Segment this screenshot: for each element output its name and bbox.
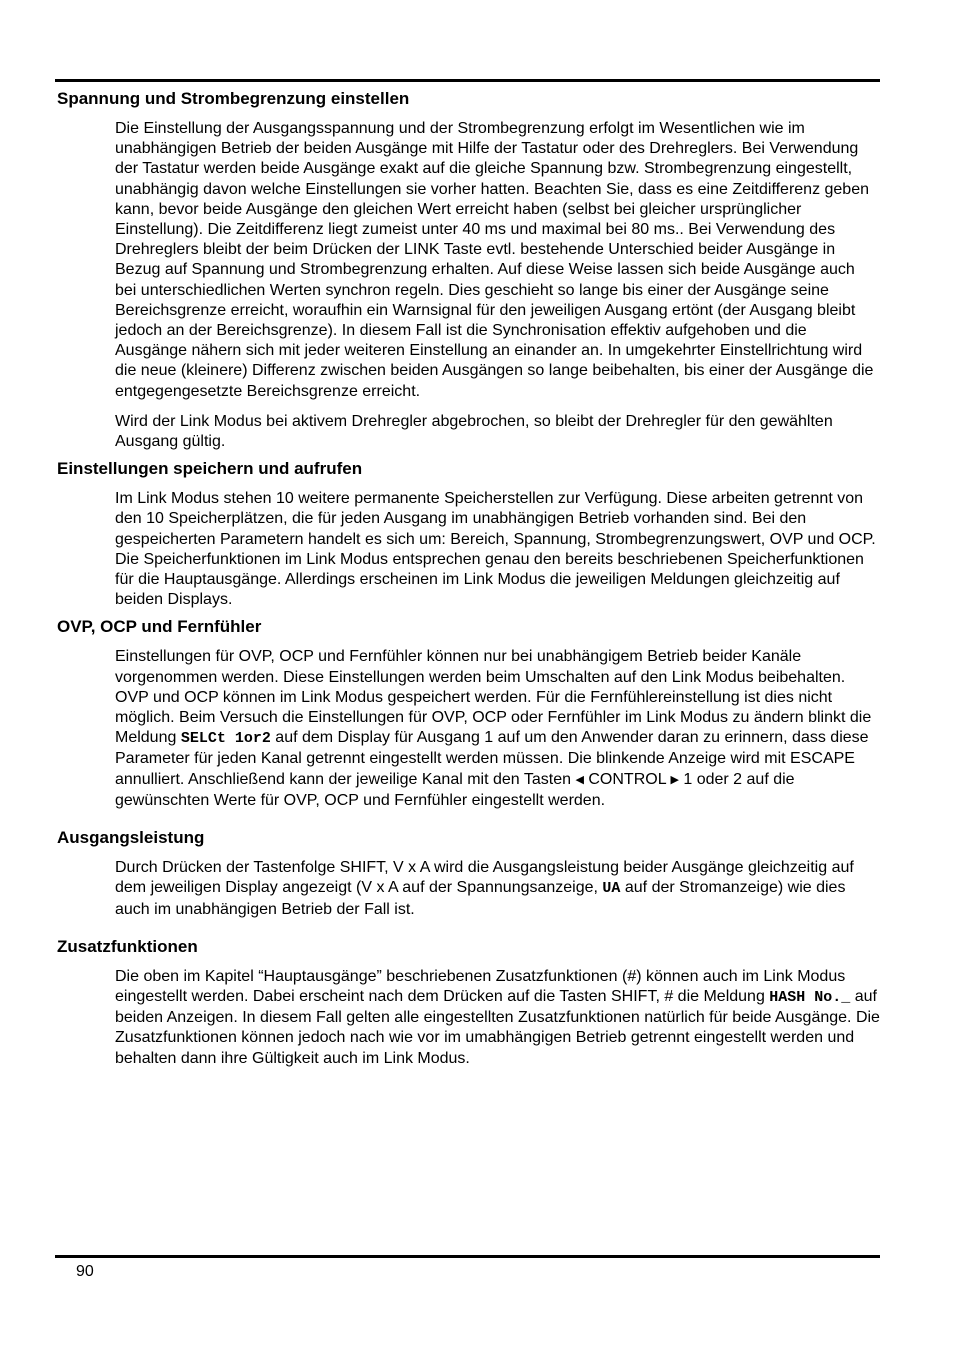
section-ovp-ocp — [57, 616, 880, 811]
body-paragraph: Wird der Link Modus bei aktivem Drehregler abgebrochen, so bleibt der Drehregler für den gewählten Ausgang gültig. — [115, 412, 833, 451]
paragraph-text: Durch Drücken der Tastenfolge SHIFT, V x A wird die Ausgangsleistung beider Ausgänge gleichzeitig auf dem jeweiligen Display angezeigt (V x A auf der Spannungsanzeige, — [115, 859, 854, 897]
display-message-code: HASH No._ — [769, 988, 851, 1006]
section-heading: Zusatzfunktionen — [57, 936, 198, 956]
page-number: 90 — [76, 1263, 94, 1280]
section-speichern — [57, 458, 880, 610]
paragraph-text: 1 oder 2 auf die gewünschten Werte für OVP, OCP und Fernfühler eingestellt werden. — [115, 770, 795, 809]
body-paragraph — [115, 967, 880, 1069]
section-heading: OVP, OCP und Fernfühler — [57, 617, 262, 637]
body-paragraph — [115, 647, 880, 811]
body-paragraph: Die Einstellung der Ausgangsspannung und der Strombegrenzung erfolgt im Wesentlichen wie im unabhängigen Betrieb der beiden Ausgänge mit Hilfe der Tastatur oder des Drehreglers. Bei Verwendung der Tastatur werden beide Ausgänge exakt auf die gleiche Spannung bzw. Strombegrenzung eingestellt, unabhängig davon welche Einstellungen sie vorher hatten. Beachten Sie, dass es eine Zeitdifferenz geben kann, bevor beide Ausgänge den gleichen Wert erreicht haben (selbst bei gleicher ursprünglicher Einstellung). Die Zeitdifferenz liegt zumeist unter 40 ms und maximal bei 80 ms.. Bei Verwendung des Drehreglers bleibt der beim Drücken der LINK Taste evtl. bestehende Unterschied beider Ausgänge in Bezug auf Spannung und Strombegrenzung erhalten. Auf diese Weise lassen sich beide Ausgänge auch bei unterschiedlichen Werten synchron regeln. Dies geschieht so lange bis einer der Ausgänge seine Bereichsgrenze erreicht, woraufhin ein Warnsignal für den jeweiligen Ausgang ertönt (der Ausgang bleibt jedoch an der Bereichsgrenze). In diesem Fall ist die Synchronisation effektiv aufgehoben und die Ausgänge nähern sich mit jeder weiteren Einstellung an einander an. In umgekehrter Einstellrichtung wird die neue (kleinere) Differenz zwischen beiden Ausgängen so lange beibehalten, bis einer der Ausgänge die entgegengesetzte Bereichsgrenze erreicht. — [115, 120, 874, 400]
section-ausgangsleistung — [57, 827, 880, 920]
right-arrow-icon: ▶ — [670, 773, 679, 786]
body-paragraph: Im Link Modus stehen 10 weitere permanente Speicherstellen zur Verfügung. Diese arbeiten getrennt von den 10 Speicherplätzen, die für jeden Ausgang im unabhängigen Betrieb vorhanden sind. Bei den gespeicherten Parametern handelt es sich um: Bereich, Spannung, Strombegrenzungswert, OVP und OCP. Die Speicherfunktionen im Link Modus entsprechen genau den bereits beschriebenen Speicherfunktionen für die Hauptausgänge. Allerdings erscheinen im Link Modus die jeweiligen Meldungen gleichzeitig auf beiden Displays. — [115, 490, 876, 609]
bottom-rule — [55, 1255, 880, 1258]
paragraph-text: auf der Stromanzeige) wie dies auch im unabhängigen Betrieb der Fall ist. — [115, 879, 846, 918]
control-key-label: CONTROL — [588, 770, 666, 788]
paragraph-text: Die oben im Kapitel “Hauptausgänge” beschriebenen Zusatzfunktionen (#) können auch im Link Modus eingestellt werden. Dabei erscheint nach dem Drücken auf die Tasten SHIFT, # die Meldung — [115, 967, 846, 1005]
body-paragraph — [115, 858, 880, 920]
section-heading: Ausgangsleistung — [57, 828, 205, 848]
display-message-code: SELCt 1or2 — [180, 730, 271, 748]
display-message-code: UA — [602, 880, 621, 898]
paragraph-text: auf dem Display für Ausgang 1 auf um den Anwender daran zu erinnern, dass diese Parameter für jeden Kanal getrennt eingestellt werden müssen. Die blinkende Anzeige wird mit ESCAPE annulliert. Anschließend kann der jeweilige Kanal mit den Tasten — [115, 729, 869, 788]
top-rule — [55, 79, 880, 82]
section-heading: Spannung und Strombegrenzung einstellen — [57, 89, 410, 108]
section-spannung — [57, 88, 880, 452]
left-arrow-icon: ◀ — [575, 773, 584, 786]
section-zusatzfunktionen — [57, 936, 880, 1069]
section-heading: Einstellungen speichern und aufrufen — [57, 459, 363, 479]
document-body — [57, 88, 880, 1069]
paragraph-text: auf beiden Anzeigen. In diesem Fall gelten alle eingestellten Zusatzfunktionen natürlich für beide Ausgänge. Die Zusatzfunktionen können jedoch nach wie vor im umabhängigen Betrieb getrennt eingestellt werden und behalten dann ihre Gültigkeit auch im Link Modus. — [115, 987, 880, 1067]
paragraph-text: Einstellungen für OVP, OCP und Fernfühler können nur bei unabhängigem Betrieb beider Kanäle vorgenommen werden. Diese Einstellungen werden beim Umschalten auf den Link Modus beibehalten. OVP und OCP können im Link Modus gespeichert werden. Für die Fernfühlereinstellung ist dies nicht möglich. Beim Versuch die Einstellungen für OVP, OCP oder Fernfühler im Link Modus zu ändern blinkt die Meldung — [115, 648, 872, 747]
